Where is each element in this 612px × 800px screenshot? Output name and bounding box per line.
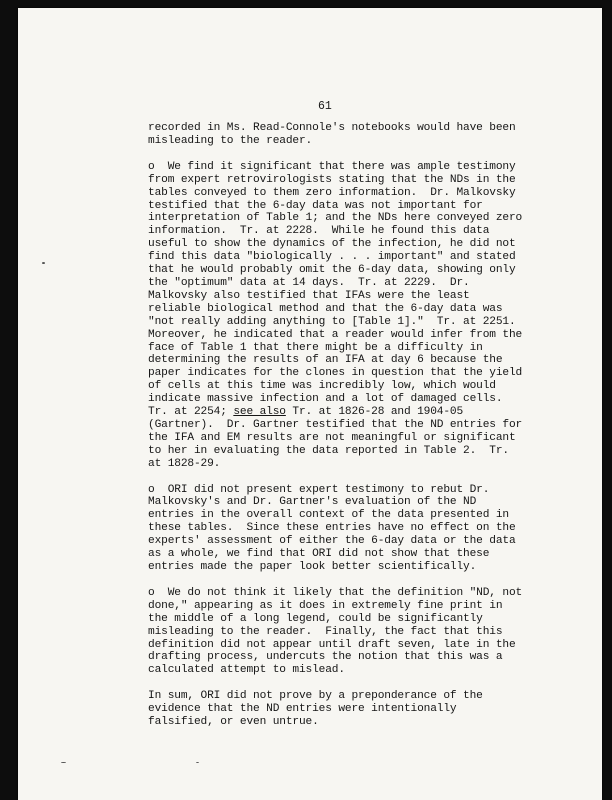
text-line: the IFA and EM results are not meaningful or significant bbox=[148, 431, 516, 444]
paragraph bbox=[148, 484, 548, 574]
text-line: entries made the paper look better scientifically. bbox=[148, 561, 477, 573]
text-line: (Gartner). Dr. Gartner testified that the ND entries for bbox=[148, 418, 523, 431]
text-line: these tables. Since these entries have no effect on the bbox=[148, 522, 516, 535]
text-line: of cells at this time was incredibly low, which would bbox=[148, 380, 496, 393]
text-line: o ORI did not present expert testimony to rebut Dr. bbox=[148, 483, 490, 496]
text-line: from expert retrovirologists stating that the NDs in the bbox=[148, 173, 516, 186]
text-segment: Tr. at 1826-28 and 1904-05 bbox=[285, 406, 464, 419]
text-line: information. Tr. at 2228. While he found this data bbox=[148, 225, 490, 238]
text-line: misleading to the reader. Finally, the fact that this bbox=[148, 625, 503, 638]
text-line: to her in evaluating the data reported in Table 2. Tr. bbox=[148, 444, 509, 457]
text-line: drafting process, undercuts the notion that this was a bbox=[148, 651, 503, 664]
text-line bbox=[148, 406, 548, 419]
scan-speck bbox=[61, 762, 66, 763]
text-line: face of Table 1 that there might be a difficulty in bbox=[148, 341, 483, 354]
text-line: tables conveyed to them zero information. Dr. Malkovsky bbox=[148, 186, 516, 199]
text-line: the "optimum" data at 14 days. Tr. at 2229. Dr. bbox=[148, 276, 470, 289]
text-line: the middle of a long legend, could be significantly bbox=[148, 612, 483, 625]
text-line: Moreover, he indicated that a reader would infer from the bbox=[148, 328, 523, 341]
paragraph bbox=[148, 587, 548, 677]
text-line: indicate massive infection and a lot of damaged cells. bbox=[148, 393, 503, 406]
body-text bbox=[148, 122, 548, 742]
text-line: Malkovsky's and Dr. Gartner's evaluation of the ND bbox=[148, 496, 477, 509]
document-page bbox=[18, 8, 602, 800]
text-line: calculated attempt to mislead. bbox=[148, 664, 345, 677]
paragraph bbox=[148, 690, 548, 729]
text-line: at 1828-29. bbox=[148, 457, 221, 470]
page-number: 61 bbox=[318, 100, 332, 113]
text-line: misleading to the reader. bbox=[148, 134, 313, 147]
text-line: o We do not think it likely that the definition "ND, not bbox=[148, 586, 523, 599]
text-line: recorded in Ms. Read-Connole's notebooks would have been bbox=[148, 122, 516, 134]
text-line: falsified, or even untrue. bbox=[148, 716, 319, 729]
underlined-citation: see also bbox=[233, 406, 286, 419]
paragraph bbox=[148, 161, 548, 471]
text-line: In sum, ORI did not prove by a preponderance of the bbox=[148, 690, 483, 703]
paragraph bbox=[148, 122, 548, 148]
text-line: Malkovsky also testified that IFAs were the least bbox=[148, 289, 470, 302]
text-line: determining the results of an IFA at day 6 because the bbox=[148, 354, 503, 367]
text-line: find this data "biologically . . . important" and stated bbox=[148, 251, 516, 264]
text-line: interpretation of Table 1; and the NDs here conveyed zero bbox=[148, 212, 523, 225]
text-line: "not really adding anything to [Table 1]." Tr. at 2251. bbox=[148, 315, 516, 328]
text-line: that he would probably omit the 6-day data, showing only bbox=[148, 264, 516, 277]
text-line: experts' assessment of either the 6-day data or the data bbox=[148, 535, 516, 548]
text-line: reliable biological method and that the 6-day data was bbox=[148, 302, 503, 315]
text-line: definition did not appear until draft seven, late in the bbox=[148, 638, 516, 651]
text-line: as a whole, we find that ORI did not show that these bbox=[148, 548, 490, 561]
text-line: entries in the overall context of the data presented in bbox=[148, 509, 509, 522]
text-segment: Tr. at 2254; bbox=[148, 406, 234, 419]
text-line: testified that the 6-day data was not important for bbox=[148, 199, 483, 212]
text-line: useful to show the dynamics of the infection, he did not bbox=[148, 238, 516, 251]
text-line: paper indicates for the clones in question that the yield bbox=[148, 367, 523, 380]
scan-speck bbox=[196, 762, 199, 763]
scan-speck bbox=[42, 262, 45, 264]
text-line: o We find it significant that there was ample testimony bbox=[148, 160, 516, 173]
text-line: done," appearing as it does in extremely fine print in bbox=[148, 599, 503, 612]
text-line: evidence that the ND entries were intentionally bbox=[148, 703, 457, 716]
